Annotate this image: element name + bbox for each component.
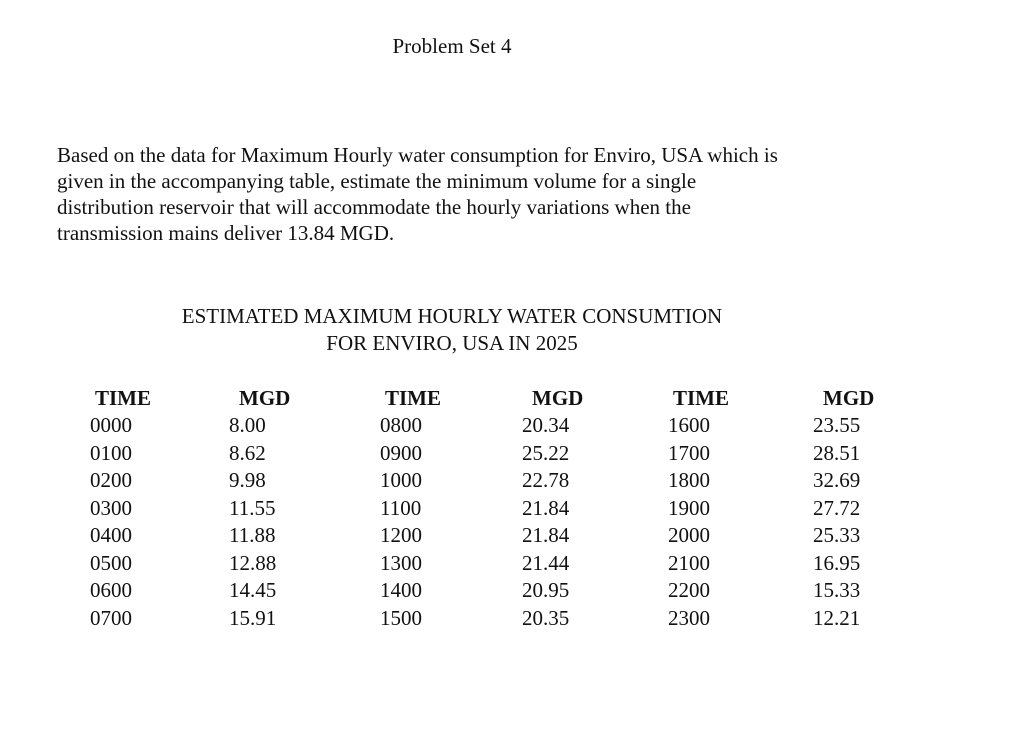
table-cell: 27.72 bbox=[813, 495, 861, 520]
problem-line: distribution reservoir that will accommodate the hourly variations when the bbox=[57, 195, 691, 219]
table-cell: 1600 bbox=[668, 413, 710, 437]
column-header: TIME bbox=[95, 386, 152, 410]
table-title-line: FOR ENVIRO, USA IN 2025 bbox=[326, 331, 578, 355]
table-column-time-1 bbox=[90, 385, 180, 632]
table-cell: 21.44 bbox=[522, 550, 570, 575]
table-cell: 0900 bbox=[380, 440, 422, 465]
table-column-mgd-3 bbox=[813, 385, 903, 632]
table-cell: 28.51 bbox=[813, 440, 861, 465]
table-cell: 2200 bbox=[668, 578, 710, 602]
table-cell: 0100 bbox=[90, 440, 132, 465]
table-title-line: ESTIMATED MAXIMUM HOURLY WATER CONSUMTION bbox=[181, 304, 723, 328]
table-cell: 2100 bbox=[668, 550, 710, 575]
table-cell: 16.95 bbox=[813, 550, 861, 575]
table-cell: 0400 bbox=[90, 523, 132, 547]
table-cell: 11.88 bbox=[229, 523, 276, 547]
table-cell: 0500 bbox=[90, 550, 132, 575]
table-cell: 20.35 bbox=[522, 605, 570, 630]
column-header: TIME bbox=[673, 386, 730, 410]
table-cell: 1800 bbox=[668, 468, 710, 492]
table-cell: 1500 bbox=[380, 605, 422, 630]
problem-line: given in the accompanying table, estimate the minimum volume for a single bbox=[57, 169, 697, 193]
table-cell: 21.84 bbox=[522, 495, 570, 520]
table-cell: 0600 bbox=[90, 578, 132, 602]
table-cell: 25.33 bbox=[813, 523, 861, 547]
table-cell: 22.78 bbox=[522, 468, 570, 492]
column-header: MGD bbox=[823, 386, 875, 410]
table-cell: 1200 bbox=[380, 523, 422, 547]
table-cell: 0200 bbox=[90, 468, 132, 492]
table-cell: 8.62 bbox=[229, 440, 266, 465]
table-cell: 8.00 bbox=[229, 413, 266, 437]
table-cell: 1400 bbox=[380, 578, 422, 602]
table-cell: 15.91 bbox=[229, 605, 277, 630]
problem-line: Based on the data for Maximum Hourly water consumption for Enviro, USA which is bbox=[57, 143, 778, 167]
table-cell: 0800 bbox=[380, 413, 422, 437]
table-cell: 1000 bbox=[380, 468, 422, 492]
table-column-mgd-2 bbox=[522, 385, 612, 632]
table-cell: 21.84 bbox=[522, 523, 570, 547]
problem-statement bbox=[57, 142, 917, 246]
table-column-time-2 bbox=[380, 385, 470, 632]
table-cell: 15.33 bbox=[813, 578, 861, 602]
column-header: TIME bbox=[385, 386, 442, 410]
table-cell: 2300 bbox=[668, 605, 710, 630]
table-cell: 11.55 bbox=[229, 495, 276, 520]
table-cell: 12.88 bbox=[229, 550, 277, 575]
table-title bbox=[57, 303, 847, 357]
table-cell: 1300 bbox=[380, 550, 422, 575]
page-title: Problem Set 4 bbox=[392, 34, 512, 58]
consumption-table bbox=[0, 385, 1024, 645]
table-cell: 25.22 bbox=[522, 440, 570, 465]
table-cell: 12.21 bbox=[813, 605, 861, 630]
table-cell: 20.95 bbox=[522, 578, 570, 602]
table-cell: 0000 bbox=[90, 413, 132, 437]
table-cell: 14.45 bbox=[229, 578, 277, 602]
table-cell: 2000 bbox=[668, 523, 710, 547]
table-column-time-3 bbox=[668, 385, 758, 632]
table-cell: 9.98 bbox=[229, 468, 266, 492]
table-cell: 20.34 bbox=[522, 413, 570, 437]
table-cell: 1900 bbox=[668, 495, 710, 520]
table-cell: 23.55 bbox=[813, 413, 861, 437]
table-cell: 32.69 bbox=[813, 468, 861, 492]
table-cell: 0300 bbox=[90, 495, 132, 520]
column-header: MGD bbox=[532, 386, 584, 410]
table-cell: 1100 bbox=[380, 495, 422, 520]
table-column-mgd-1 bbox=[229, 385, 319, 632]
column-header: MGD bbox=[239, 386, 291, 410]
problem-line: transmission mains deliver 13.84 MGD. bbox=[57, 221, 395, 245]
table-cell: 1700 bbox=[668, 440, 710, 465]
table-cell: 0700 bbox=[90, 605, 132, 630]
